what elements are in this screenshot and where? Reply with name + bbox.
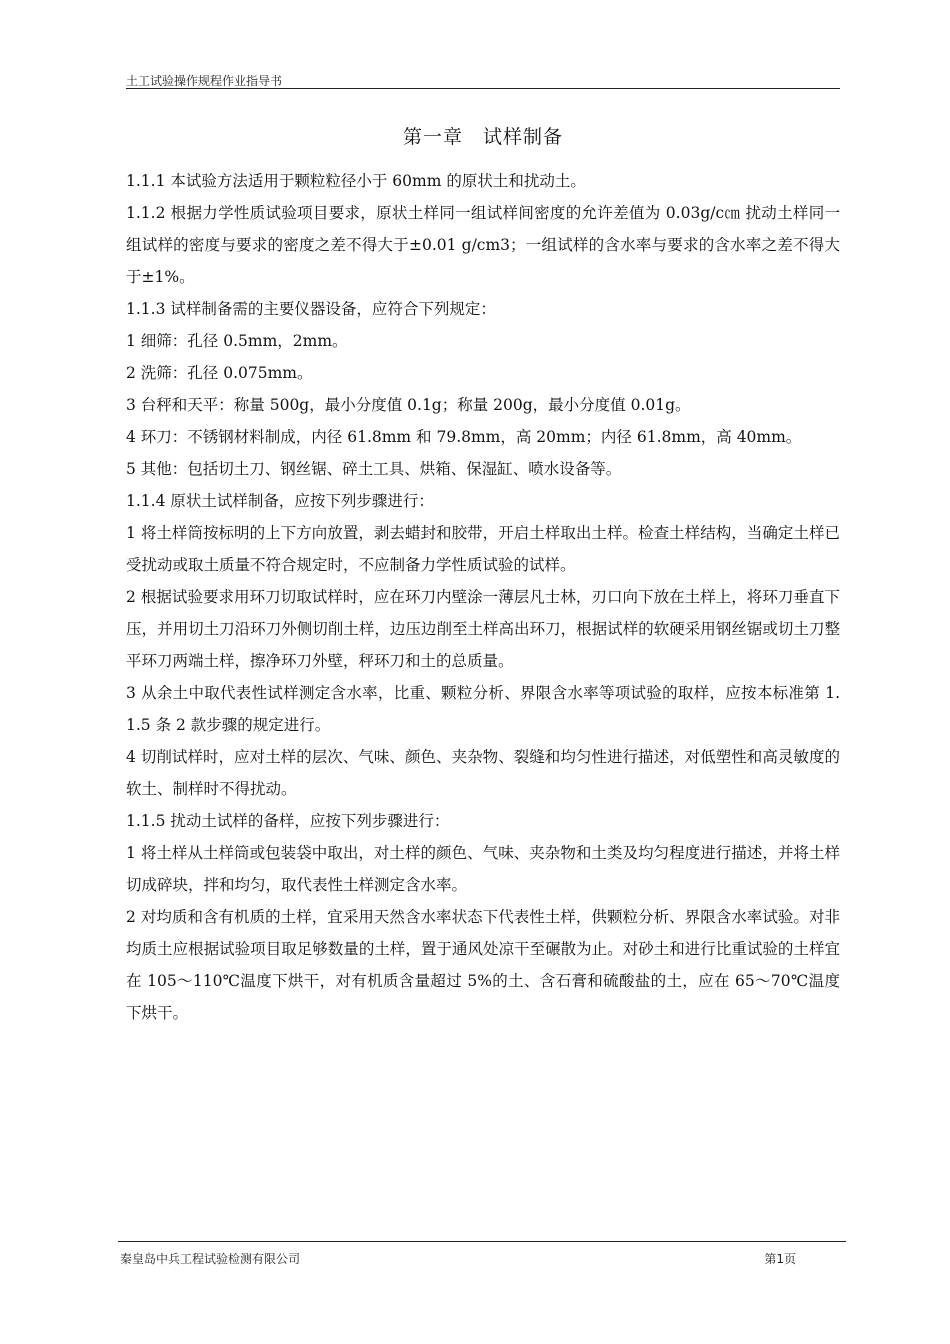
page-header	[126, 70, 840, 89]
list-item-step-4: 4 切削试样时，应对土样的层次、气味、颜色、夹杂物、裂缝和均匀性进行描述，对低塑性和高灵敏度的软土、制样时不得扰动。	[126, 748, 840, 798]
paragraph-1-1-1: 1.1.1 本试验方法适用于颗粒粒径小于 60mm 的原状土和扰动土。	[126, 172, 586, 190]
page-number: 第1页	[764, 1252, 796, 1266]
paragraph-1-1-4: 1.1.4 原状土试样制备，应按下列步骤进行：	[126, 492, 434, 510]
list-item-disturbed-step-1: 1 将土样从土样筒或包装袋中取出，对土样的颜色、气味、夹杂物和土类及均匀程度进行描述，并将土样切成碎块，拌和均匀，取代表性土样测定含水率。	[126, 844, 840, 894]
list-item-step-3: 3 从余土中取代表性试样测定含水率，比重、颗粒分析、界限含水率等项试验的取样，应按本标准第 1.1.5 条 2 款步骤的规定进行。	[126, 684, 840, 734]
footer-company: 秦皇岛中兵工程试验检测有限公司	[120, 1252, 301, 1266]
paragraph-1-1-5: 1.1.5 扰动土试样的备样，应按下列步骤进行：	[126, 812, 450, 830]
list-item-disturbed-step-2: 2 对均质和含有机质的土样，宜采用天然含水率状态下代表性土样，供颗粒分析、界限含水率试验。对非均质土应根据试验项目取足够数量的土样，置于通风处凉干至碾散为止。对砂土和进行比重试验的土样宜在 105～110℃温度下烘干，对有机质含量超过 5%的土、含石膏和硫酸盐的土，应在 65～70℃温度下烘干。	[126, 908, 840, 1022]
page-footer	[118, 1241, 846, 1266]
list-item-fine-sieve: 1 细筛：孔径 0.5mm，2mm。	[126, 332, 348, 350]
list-item-step-1: 1 将土样筒按标明的上下方向放置，剥去蜡封和胶带，开启土样取出土样。检查土样结构，当确定土样已受扰动或取土质量不符合规定时，不应制备力学性质试验的试样。	[126, 524, 840, 574]
list-item-ring-knife: 4 环刀：不锈钢材料制成，内径 61.8mm 和 79.8mm，高 20mm；内径 61.8mm，高 40mm。	[126, 428, 802, 446]
list-item-other-equipment: 5 其他：包括切土刀、钢丝锯、碎土工具、烘箱、保湿缸、喷水设备等。	[126, 460, 622, 478]
list-item-step-2: 2 根据试验要求用环刀切取试样时，应在环刀内壁涂一薄层凡士林，刃口向下放在土样上，将环刀垂直下压，并用切土刀沿环刀外侧切削土样，边压边削至土样高出环刀，根据试样的软硬采用钢丝锯或切土刀整平环刀两端土样，擦净环刀外壁，秤环刀和土的总质量。	[126, 588, 840, 670]
list-item-balance: 3 台秤和天平：称量 500g，最小分度值 0.1g；称量 200g，最小分度值 0.01g。	[126, 396, 691, 414]
header-title: 土工试验操作规程作业指导书	[126, 74, 283, 88]
list-item-wash-sieve: 2 洗筛：孔径 0.075mm。	[126, 364, 313, 382]
document-body	[126, 165, 840, 1029]
chapter-title: 第一章 试样制备	[402, 126, 563, 148]
paragraph-1-1-2: 1.1.2 根据力学性质试验项目要求，原状土样同一组试样间密度的允许差值为 0.03g/c㎝ 扰动土样同一组试样的密度与要求的密度之差不得大于±0.01 g/cm3；一组试样的含水率与要求的含水率之差不得大于±1%。	[126, 204, 840, 286]
paragraph-1-1-3: 1.1.3 试样制备需的主要仪器设备，应符合下列规定：	[126, 300, 496, 318]
